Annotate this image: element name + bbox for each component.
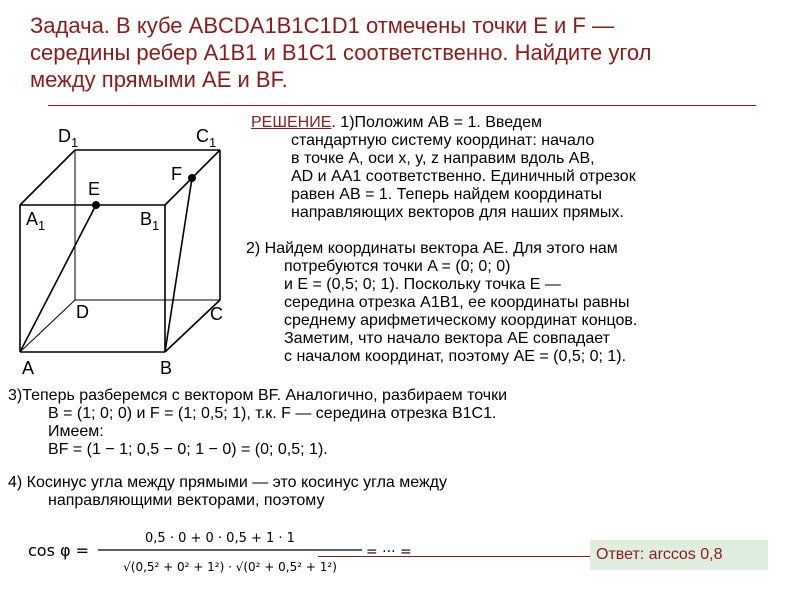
label-c: C [210,304,223,324]
edge-ad [20,300,75,352]
label-a1: $A_1$ [26,209,46,233]
answer-box: Ответ: arccos 0,8 [590,540,768,570]
solution-step-1: РЕШЕНИЕ. 1)Положим AB = 1. Введем стандартную систему координат: начало в точке A, оси x, y, z направим вдоль AB, AD и AA1 соответственно. Единичный отрезок равен AB = 1. Теперь найдем координаты направляющих векторов для наших прямых. [251,114,636,221]
label-c1: $C_1$ [196,126,217,150]
formula-numerator: 0,5 · 0 + 0 · 0,5 + 1 · 1 [145,531,295,546]
formula-lhs: cos φ = [28,541,90,560]
edge-a1d1 [20,150,75,205]
problem-line: Задача. В кубе ABCDA1B1C1D1 отмечены точки E и F — [30,13,614,38]
label-d: D [76,302,89,322]
label-b: B [160,358,173,378]
label-f: F [171,164,182,184]
answer-divider [318,556,593,557]
segment-bf [165,178,192,352]
point-f [188,174,196,182]
problem-statement [30,12,790,93]
problem-line: середины ребер A1B1 и B1C1 соответственно. Найдите угол [30,40,652,65]
solution-label: РЕШЕНИЕ [251,114,332,131]
solution-step-2: 2) Найдем координаты вектора AE. Для этого нам потребуются точки A = (0; 0; 0) и E = (0,5; 0; 1). Поскольку точка E — середина отрезка A1B1, ее координаты равны среднему арифметическому координат концов. Заметим, что начало вектора AE совпадает с началом координат, поэтому AE = (0,5; 0; 1). [246,240,638,365]
label-e: E [88,179,101,199]
solution-step-4: 4) Косинус угла между прямыми — это косинус угла между направляющими векторами, поэтому [8,474,448,509]
cosine-formula [20,520,440,582]
point-e [92,201,100,209]
title-divider [48,105,756,106]
problem-line: между прямыми AE и BF. [30,67,288,92]
cube-figure [0,118,250,388]
label-d1: $D_1$ [58,126,79,150]
label-b1: $B_1$ [140,209,160,233]
formula-rhs: = ··· = [366,544,412,560]
formula-denominator: √(0,5² + 0² + 1²) · √(0² + 0,5² + 1²) [123,560,337,574]
label-a: A [22,358,35,378]
solution-step-3: 3)Теперь разберемся с вектором BF. Аналогично, разбираем точки B = (1; 0; 0) и F = (1; 0,5; 1), т.к. F — середина отрезка B1C1. Имеем: BF = (1 − 1; 0,5 − 0; 1 − 0) = (0; 0,5; 1). [8,387,508,458]
